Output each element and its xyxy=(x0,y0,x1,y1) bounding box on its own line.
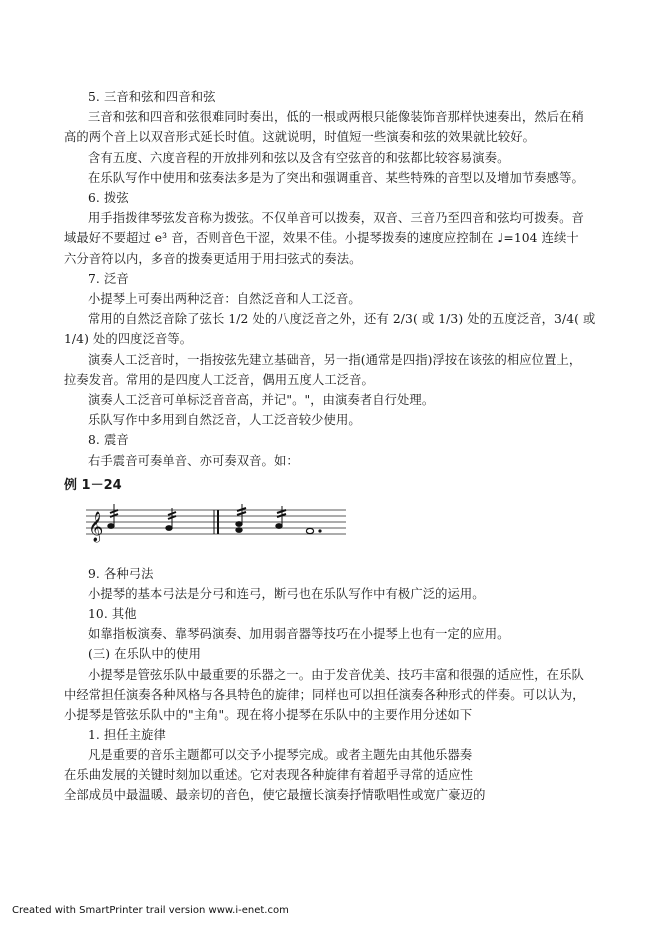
paragraph-line: 拉奏发音。常用的是四度人工泛音，偶用五度人工泛音。 xyxy=(64,372,374,387)
paragraph-line: 全部成员中最温暖、最亲切的音色，使它最擅长演奏抒情歌唱性或宽广豪迈的 xyxy=(64,788,486,803)
paragraph-line: 三音和弦和四音和弦很难同时奏出，低的一根或两根只能像装饰音那样快速奏出，然后在稍 xyxy=(88,110,584,125)
tremolo-note-4 xyxy=(276,506,286,528)
paragraph-line: 在乐曲发展的关键时刻加以重述。它对表现各种旋律有着超乎寻常的适应性 xyxy=(64,768,474,782)
paragraph-line: 用手指拨律琴弦发音称为拨弦。不仅单音可以拨奏，双音、三音乃至四音和弦均可拨奏。音 xyxy=(88,211,584,226)
paragraph-line: 小提琴是管弦乐队中的"主角"。现在将小提琴在乐队中的主要作用分述如下 xyxy=(64,707,473,722)
paragraph-line: 凡是重要的音乐主题都可以交予小提琴完成。或者主题先由其他乐器奏 xyxy=(88,747,473,762)
section-heading: (三) 在乐队中的使用 xyxy=(88,647,201,662)
paragraph-line: 乐队写作中多用到自然泛音，人工泛音较少使用。 xyxy=(88,413,361,428)
treble-clef-icon: 𝄞 xyxy=(88,512,104,542)
paragraph-line: 在乐队写作中使用和弦奏法多是为了突出和强调重音、某些特殊的音型以及增加节奏感等。 xyxy=(88,170,584,185)
paragraph-line: 右手震音可奏单音、亦可奏双音。如： xyxy=(88,453,299,468)
paragraph-line: 含有五度、六度音程的开放排列和弦以及含有空弦音的和弦都比较容易演奏。 xyxy=(88,150,510,165)
paragraph-line: 1/4) 处的四度泛音等。 xyxy=(64,332,193,347)
tremolo-note-2 xyxy=(166,508,176,530)
section-heading: 6. 拨弦 xyxy=(88,191,129,205)
paragraph-line: 常用的自然泛音除了弦长 1/2 处的八度泛音之外，还有 2/3( 或 1/3) 处的五度泛音，3/4( 或 xyxy=(88,312,596,327)
paragraph-line: 六分音符以内，多音的拨奏更适用于用扫弦式的奏法。 xyxy=(64,251,362,266)
section-heading: 5. 三音和弦和四音和弦 xyxy=(88,90,216,104)
section-heading: 8. 震音 xyxy=(88,433,129,448)
half-note-dotted xyxy=(306,528,321,533)
paragraph-line: 小提琴的基本弓法是分弓和连弓，断弓也在乐队写作中有极广泛的运用。 xyxy=(88,587,485,602)
paragraph-line: 小提琴上可奏出两种泛音：自然泛音和人工泛音。 xyxy=(88,292,361,306)
section-heading: 10. 其他 xyxy=(88,607,137,622)
section-heading: 1. 担任主旋律 xyxy=(88,727,166,742)
paragraph-line: 演奏人工泛音时，一指按弦先建立基础音，另一指(通常是四指)浮按在该弦的相应位置上， xyxy=(88,352,582,367)
footer-watermark: Created with SmartPrinter trail version www.i-enet.com xyxy=(12,905,289,916)
section-heading: 7. 泛音 xyxy=(88,271,129,286)
paragraph-line: 小提琴是管弦乐队中最重要的乐器之一。由于发音优美、技巧丰富和很强的适应性，在乐队 xyxy=(88,667,584,682)
paragraph-line: 域最好不要超过 e³ 音，否则音色干涩，效果不佳。小提琴拨奏的速度应控制在 ♩=104 连续十 xyxy=(64,231,579,246)
music-staff-example xyxy=(84,500,354,544)
example-label: 例 1－24 xyxy=(64,478,122,493)
paragraph-line: 中经常担任演奏各种风格与各具特色的旋律；同样也可以担任演奏各种形式的伴奏。可以认为， xyxy=(64,687,585,702)
paragraph-line: 高的两个音上以双音形式延长时值。这就说明，时值短一些演奏和弦的效果就比较好。 xyxy=(64,130,536,145)
paragraph-line: 演奏人工泛音可单标泛音音高，并记"。"，由演奏者自行处理。 xyxy=(88,393,435,407)
section-heading: 9. 各种弓法 xyxy=(88,567,154,581)
paragraph-line: 如靠指板演奏、靠琴码演奏、加用弱音器等技巧在小提琴上也有一定的应用。 xyxy=(88,627,510,642)
